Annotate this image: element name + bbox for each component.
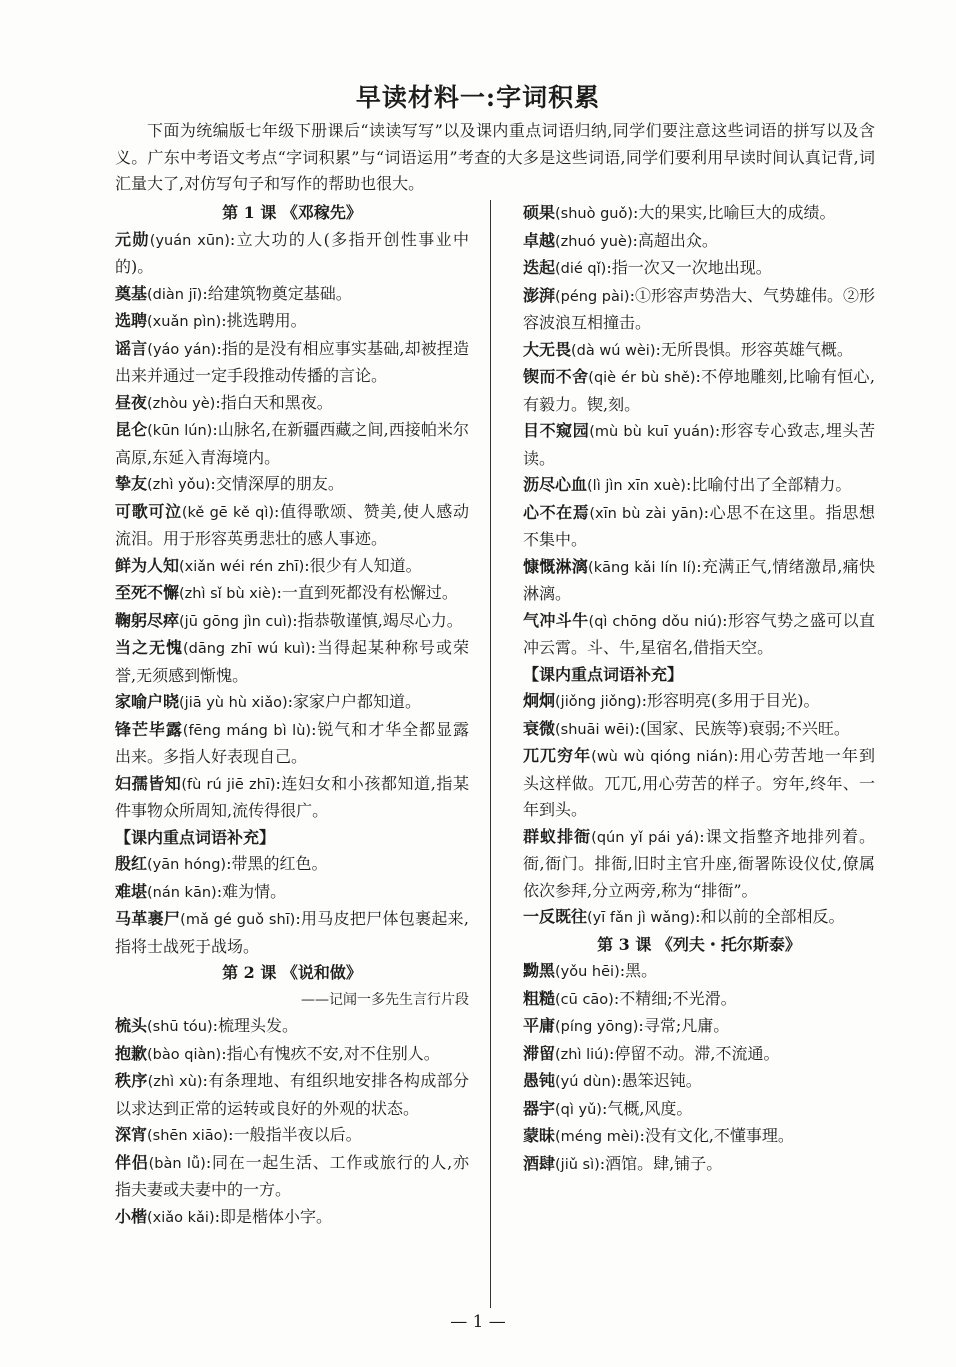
column-divider: [490, 200, 491, 1308]
vocab-entry: [523, 200, 875, 228]
vocab-word: 小楷: [115, 1206, 148, 1226]
lesson-subtitle: ——记闻一多先生言行片段: [301, 991, 469, 1008]
vocab-definition: :愚笨迟钝。: [616, 1071, 702, 1090]
vocab-definition: :和以前的全部相反。: [695, 907, 845, 926]
vocab-word: 选聘: [115, 311, 148, 330]
vocab-word: 奠基: [115, 283, 148, 303]
page-number: — 1 —: [450, 1312, 506, 1332]
vocab-pinyin: (qún yǐ pái yá): [591, 829, 700, 846]
vocab-definition: :连妇女和小孩都知道,指某件事物众所周知,流传得很广。: [115, 773, 469, 820]
vocab-word: 妇孺皆知: [115, 773, 182, 793]
vocab-entry: [115, 390, 469, 418]
vocab-word: 炯炯: [523, 691, 556, 710]
vocab-word: 愚钝: [523, 1071, 556, 1090]
vocab-entry: [523, 554, 875, 608]
vocab-word: 至死不懈: [115, 583, 180, 602]
vocab-pinyin: (mǎ gé guǒ shī): [180, 912, 296, 928]
right-column: [523, 200, 875, 1178]
vocab-pinyin: (zhì liú): [555, 1046, 610, 1063]
vocab-definition: :大的果实,比喻巨大的成绩。: [633, 203, 836, 222]
vocab-definition: :气概,风度。: [601, 1098, 693, 1118]
vocab-entry: [115, 1041, 469, 1069]
vocab-definition: :给建筑物奠定基础。: [202, 283, 352, 303]
vocab-entry: [523, 688, 875, 716]
vocab-definition: :挑选聘用。: [221, 311, 307, 330]
vocab-entry: [115, 227, 469, 281]
vocab-pinyin: (jiā yù hù xiǎo): [179, 695, 288, 711]
vocab-pinyin: (dà wú wèi): [571, 342, 656, 359]
vocab-definition: :指一次又一次地出现。: [606, 258, 772, 277]
vocab-word: 迭起: [523, 258, 556, 277]
vocab-definition: :用马皮把尸体包裹起来,指将士战死于战场。: [115, 909, 469, 956]
vocab-entry: [115, 308, 469, 336]
vocab-entry: [115, 879, 469, 907]
page-title: 早读材料一:字词积累: [355, 83, 601, 112]
vocab-definition: :一般指半夜以后。: [228, 1125, 362, 1144]
vocab-pinyin: (shū tóu): [147, 1019, 213, 1035]
vocab-pinyin: (yáo yán): [147, 341, 217, 358]
vocab-entry: [115, 580, 469, 608]
vocab-word: 澎湃: [523, 285, 556, 305]
vocab-word: 群蚁排衙: [523, 826, 592, 846]
vocab-pinyin: (mù bù kuī yuán): [589, 424, 715, 440]
vocab-entry: [523, 1123, 875, 1151]
vocab-definition: :即是楷体小字。: [214, 1206, 333, 1226]
vocab-entry: [523, 904, 875, 932]
vocab-word: 昼夜: [115, 392, 148, 412]
vocab-pinyin: (yān hóng): [147, 857, 227, 873]
vocab-entry: [115, 417, 469, 471]
vocab-word: 黝黑: [523, 961, 556, 980]
vocab-word: 锋芒毕露: [115, 719, 183, 739]
vocab-entry: [115, 608, 469, 636]
vocab-word: 目不窥园: [523, 421, 590, 440]
vocab-entry: [115, 553, 469, 581]
vocab-word: 可歌可泣: [115, 501, 182, 521]
vocab-entry: [115, 1122, 469, 1150]
vocab-definition: :黑。: [619, 961, 658, 980]
vocab-entry: [523, 608, 875, 662]
vocab-definition: :难为情。: [216, 881, 287, 901]
vocab-pinyin: (zhuó yuè): [555, 233, 633, 250]
vocab-entry: [115, 1150, 469, 1204]
vocab-definition: :不停地雕刻,比喻有恒心,有毅力。锲,刻。: [523, 367, 875, 414]
lesson-heading: 第 2 课 《说和做》: [222, 963, 362, 982]
vocab-pinyin: (bàn lǚ): [148, 1155, 206, 1172]
vocab-definition: :酒馆。肆,铺子。: [599, 1153, 723, 1173]
vocab-entry: [523, 255, 875, 283]
vocab-pinyin: (lì jìn xīn xuè): [587, 478, 686, 494]
vocab-definition: :山脉名,在新疆西藏之间,西接帕米尔高原,东延入青海境内。: [115, 420, 469, 467]
vocab-definition: :指白天和黑夜。: [215, 392, 333, 412]
vocab-entry: [523, 1068, 875, 1096]
vocab-pinyin: (diàn jī): [147, 286, 203, 303]
vocab-entry: [523, 500, 875, 554]
vocab-word: 深宵: [115, 1125, 148, 1144]
vocab-definition: :当得起某种称号或荣誉,无须感到惭愧。: [115, 638, 469, 685]
vocab-word: 秩序: [115, 1071, 148, 1090]
vocab-entry: [115, 471, 469, 499]
vocab-pinyin: (xiǎo kǎi): [147, 1209, 215, 1226]
vocab-entry: [115, 1013, 469, 1041]
vocab-entry: [115, 1068, 469, 1122]
vocab-entry: [523, 364, 875, 418]
vocab-definition: :指恭敬谨慎,竭尽心力。: [292, 610, 463, 630]
vocab-word: 心不在焉: [523, 502, 590, 522]
vocab-word: 家喻户晓: [115, 692, 180, 711]
vocab-pinyin: (shuò guǒ): [555, 206, 634, 222]
vocab-word: 蒙昧: [523, 1126, 556, 1145]
lesson-heading: 第 1 课 《邓稼先》: [222, 203, 362, 222]
vocab-definition: :比喻付出了全部精力。: [685, 475, 852, 494]
vocab-pinyin: (wù wù qióng nián): [591, 749, 734, 765]
vocab-definition: :形容气势之盛可以直冲云霄。斗、牛,星宿名,借指天空。: [523, 610, 875, 657]
vocab-definition: :停留不动。滞,不流通。: [609, 1043, 780, 1063]
vocab-entry: [115, 336, 469, 390]
vocab-definition: :寻常;凡庸。: [638, 1016, 730, 1035]
vocab-pinyin: (yuán xūn): [149, 232, 230, 249]
vocab-word: 锲而不舍: [523, 367, 589, 386]
vocab-pinyin: (bào qiàn): [147, 1046, 222, 1063]
vocab-pinyin: (fēng máng bì lù): [182, 722, 312, 739]
vocab-definition: :锐气和才华全都显露出来。多指人好表现自己。: [115, 719, 469, 766]
vocab-definition: :无所畏惧。形容英雄气概。: [655, 339, 853, 359]
vocab-pinyin: (zhòu yè): [147, 395, 216, 412]
vocab-entry: [115, 689, 469, 717]
vocab-definition: :交情深厚的朋友。: [210, 474, 344, 493]
vocab-pinyin: (dāng zhī wú kuì): [182, 641, 311, 657]
vocab-entry: [523, 1151, 875, 1179]
vocab-definition: :一直到死都没有松懈过。: [276, 583, 458, 602]
vocab-pinyin: (yú dùn): [555, 1074, 617, 1090]
vocab-definition: :①形容声势浩大、气势雄伟。②形容波浪互相撞击。: [523, 285, 875, 332]
vocab-definition: :不精细;不光滑。: [613, 988, 737, 1008]
vocab-pinyin: (xīn bù zài yān): [589, 505, 704, 522]
vocab-pinyin: (méng mèi): [555, 1129, 640, 1145]
vocab-entry: [523, 824, 875, 905]
vocab-entry: [523, 1013, 875, 1041]
vocab-entry: [115, 1204, 469, 1232]
vocab-pinyin: (shēn xiāo): [147, 1128, 229, 1144]
vocab-pinyin: (yī fǎn jì wǎng): [587, 910, 696, 926]
vocab-pinyin: (cū cāo): [555, 991, 614, 1008]
vocab-entry: [115, 281, 469, 309]
vocab-definition: :带黑的红色。: [226, 854, 328, 873]
vocab-pinyin: (fù rú jiē zhī): [181, 776, 276, 793]
vocab-word: 鞠躬尽瘁: [115, 610, 180, 630]
vocab-entry: [523, 1096, 875, 1124]
vocab-word: 慷慨淋漓: [523, 556, 589, 576]
vocab-pinyin: (qì yǔ): [555, 1101, 602, 1118]
vocab-pinyin: (péng pài): [555, 288, 630, 305]
vocab-definition: :形容专心致志,埋头苦读。: [523, 421, 875, 468]
vocab-word: 气冲斗牛: [523, 610, 589, 630]
vocab-word: 马革裹尸: [115, 909, 181, 928]
vocab-pinyin: (xiǎn wéi rén zhī): [179, 558, 305, 575]
vocab-word: 抱歉: [115, 1043, 148, 1063]
section-label: 【课内重点词语补充】: [523, 664, 684, 684]
vocab-word: 伴侣: [115, 1152, 149, 1172]
vocab-entry: [115, 635, 469, 689]
vocab-definition: :高超出众。: [632, 230, 718, 250]
vocab-word: 酒肆: [523, 1153, 556, 1173]
vocab-word: 兀兀穷年: [523, 746, 592, 765]
vocab-word: 滞留: [523, 1043, 556, 1063]
vocab-entry: [523, 958, 875, 986]
vocab-pinyin: (zhì xù): [147, 1074, 203, 1090]
vocab-pinyin: (píng yōng): [555, 1019, 639, 1035]
vocab-pinyin: (jiǒng jiǒng): [555, 694, 642, 710]
vocab-definition: :充满正气,情绪激昂,痛快淋漓。: [523, 556, 875, 603]
vocab-entry: [523, 472, 875, 500]
vocab-pinyin: (kě gē kě qì): [181, 504, 275, 521]
section-label: 【课内重点词语补充】: [115, 827, 276, 847]
vocab-word: 平庸: [523, 1016, 556, 1035]
vocab-definition: :有条理地、有组织地安排各构成部分以求达到正常的运转或良好的外观的状态。: [115, 1071, 469, 1118]
vocab-word: 一反既往: [523, 907, 588, 926]
vocab-definition: :立大功的人(多指开创性事业中的)。: [115, 229, 469, 276]
vocab-pinyin: (zhì yǒu): [147, 477, 211, 493]
vocab-pinyin: (kūn lún): [147, 423, 213, 439]
vocab-pinyin: (qiè ér bù shě): [588, 370, 696, 386]
vocab-entry: [523, 283, 875, 337]
vocab-definition: :形容明亮(多用于目光)。: [641, 691, 820, 710]
vocab-pinyin: (zhì sǐ bù xiè): [179, 586, 277, 602]
vocab-definition: :梳理头发。: [212, 1016, 299, 1035]
intro-paragraph: 下面为统编版七年级下册课后“读读写写”以及课内重点词语归纳,同学们要注意这些词语的拼写以及含义。广东中考语文考点“字词积累”与“词语运用”考查的大多是这些词语,同学们要利用早读时间认真记背,词汇量大了,对仿写句子和写作的帮助也很大。: [115, 121, 875, 193]
vocab-entry: [115, 906, 469, 960]
vocab-entry: [115, 851, 469, 879]
vocab-word: 硕果: [523, 203, 556, 222]
vocab-entry: [523, 986, 875, 1014]
vocab-word: 沥尽心血: [523, 475, 588, 494]
vocab-pinyin: (dié qǐ): [555, 261, 607, 277]
vocab-entry: [523, 1041, 875, 1069]
vocab-pinyin: (yǒu hēi): [555, 964, 620, 980]
vocab-entry: [523, 228, 875, 256]
vocab-definition: :同在一起生活、工作或旅行的人,亦指夫妻或夫妻中的一方。: [115, 1152, 469, 1199]
lesson-heading: 第 3 课 《列夫・托尔斯泰》: [597, 934, 801, 954]
vocab-pinyin: (kāng kǎi lín lí): [588, 559, 697, 576]
vocab-word: 粗糙: [523, 988, 556, 1008]
vocab-definition: :没有文化,不懂事理。: [639, 1126, 794, 1145]
vocab-word: 殷红: [115, 854, 148, 873]
left-column: [115, 200, 469, 1231]
vocab-definition: :心思不在这里。指思想不集中。: [523, 502, 875, 549]
vocab-word: 挚友: [115, 474, 148, 493]
vocab-entry: [523, 418, 875, 472]
vocab-word: 鲜为人知: [115, 555, 180, 575]
vocab-entry: [523, 337, 875, 365]
vocab-definition: :很少有人知道。: [304, 555, 422, 575]
vocab-entry: [523, 716, 875, 744]
vocab-word: 谣言: [115, 338, 148, 358]
vocab-pinyin: (shuāi wēi): [555, 721, 635, 738]
vocab-entry: [115, 499, 469, 553]
vocab-definition: :指心有愧疚不安,对不住别人。: [221, 1043, 440, 1063]
vocab-pinyin: (jiǔ sì): [555, 1156, 600, 1173]
vocab-word: 大无畏: [523, 339, 572, 359]
vocab-word: 难堪: [115, 881, 148, 901]
vocab-entry: [523, 743, 875, 824]
vocab-word: 昆仑: [115, 420, 148, 439]
vocab-word: 卓越: [523, 230, 556, 250]
vocab-pinyin: (nán kān): [147, 884, 217, 901]
vocab-definition: :指的是没有相应事实基础,却被捏造出来并通过一定手段推动传播的言论。: [115, 338, 469, 385]
vocab-word: 元勋: [115, 229, 150, 249]
vocab-entry: [115, 717, 469, 771]
vocab-word: 器宇: [523, 1098, 556, 1118]
vocab-entry: [115, 771, 469, 825]
vocab-definition: :值得歌颂、赞美,使人感动流泪。用于形容英勇悲壮的感人事迹。: [115, 501, 469, 548]
vocab-word: 当之无愧: [115, 638, 183, 657]
vocab-definition: :用心劳苦地一年到头这样做。兀兀,用心劳苦的样子。穷年,终年、一年到头。: [523, 746, 875, 819]
vocab-pinyin: (qì chōng dǒu niú): [588, 613, 723, 630]
vocab-word: 衰微: [523, 718, 556, 738]
vocab-definition: :家家户户都知道。: [287, 692, 422, 711]
vocab-definition: :(国家、民族等)衰弱;不兴旺。: [634, 718, 850, 738]
vocab-pinyin: (xuǎn pìn): [147, 314, 222, 330]
vocab-pinyin: (jū gōng jìn cuì): [179, 613, 293, 630]
vocab-word: 梳头: [115, 1016, 148, 1035]
vocab-definition: :课文指整齐地排列着。衙,衙门。排衙,旧时主官升座,衙署陈设仪仗,僚属依次参拜,分立两旁,称为“排衙”。: [523, 826, 875, 900]
